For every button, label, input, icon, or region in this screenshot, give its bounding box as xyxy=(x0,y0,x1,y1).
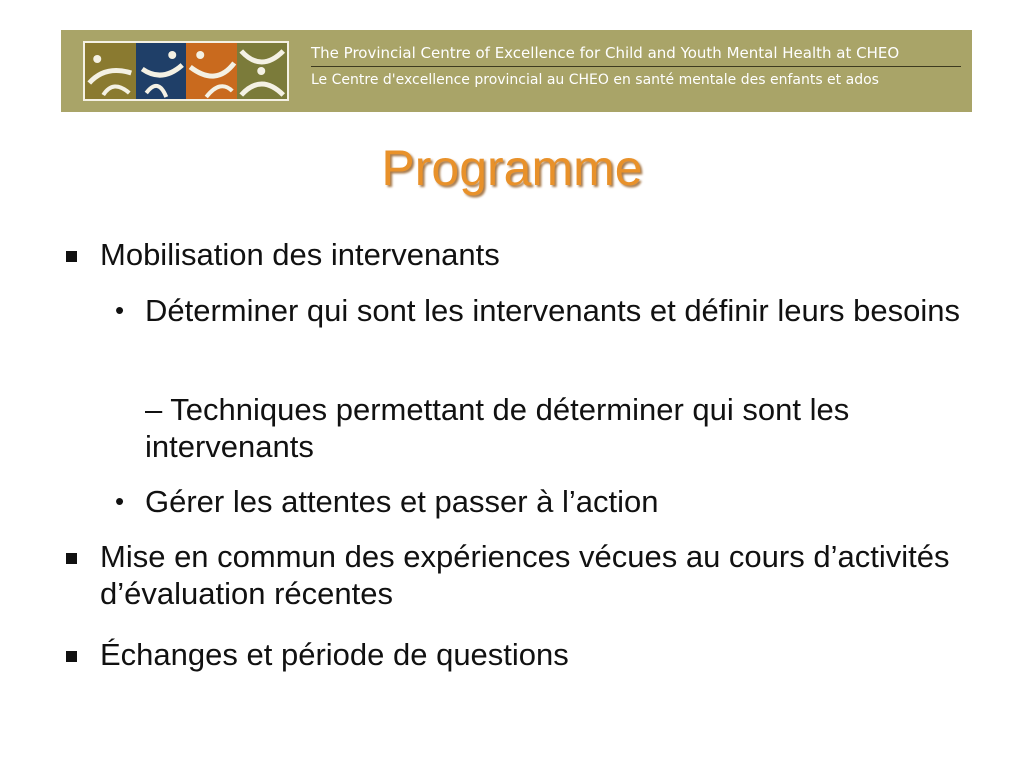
logo-tile-olive xyxy=(85,43,136,99)
banner-english-name: The Provincial Centre of Excellence for Child and Youth Mental Health at CHEO xyxy=(311,44,900,62)
figure-icon xyxy=(85,43,136,99)
banner-french-name: Le Centre d'excellence provincial au CHEO en santé mentale des enfants et ados xyxy=(311,72,879,88)
cheo-logo xyxy=(83,41,289,101)
bullet-level3: – Techniques permettant de déterminer qui sont les intervenants xyxy=(145,392,850,464)
banner-text xyxy=(311,43,961,90)
bullet-level1: Échanges et période de questions xyxy=(100,637,569,672)
square-bullet-icon xyxy=(66,553,77,564)
figure-icon xyxy=(237,43,288,99)
slide-title: Programme xyxy=(381,140,643,196)
logo-tile-green xyxy=(237,43,288,99)
dot-bullet-icon: • xyxy=(115,486,125,516)
logo-tile-blue xyxy=(136,43,187,99)
bullet-level2: Déterminer qui sont les intervenants et définir leurs besoins xyxy=(145,293,961,328)
figure-icon xyxy=(186,43,237,99)
bullet-level2: Gérer les attentes et passer à l’action xyxy=(145,484,659,519)
header-banner xyxy=(61,30,972,112)
square-bullet-icon xyxy=(66,251,77,262)
figure-icon xyxy=(136,43,187,99)
square-bullet-icon xyxy=(66,651,77,662)
logo-tile-orange xyxy=(186,43,237,99)
dot-bullet-icon: • xyxy=(115,295,125,325)
bullet-level1: Mise en commun des expériences vécues au cours d’activités d’évaluation récentes xyxy=(100,539,950,611)
bullet-level1: Mobilisation des intervenants xyxy=(100,237,500,272)
